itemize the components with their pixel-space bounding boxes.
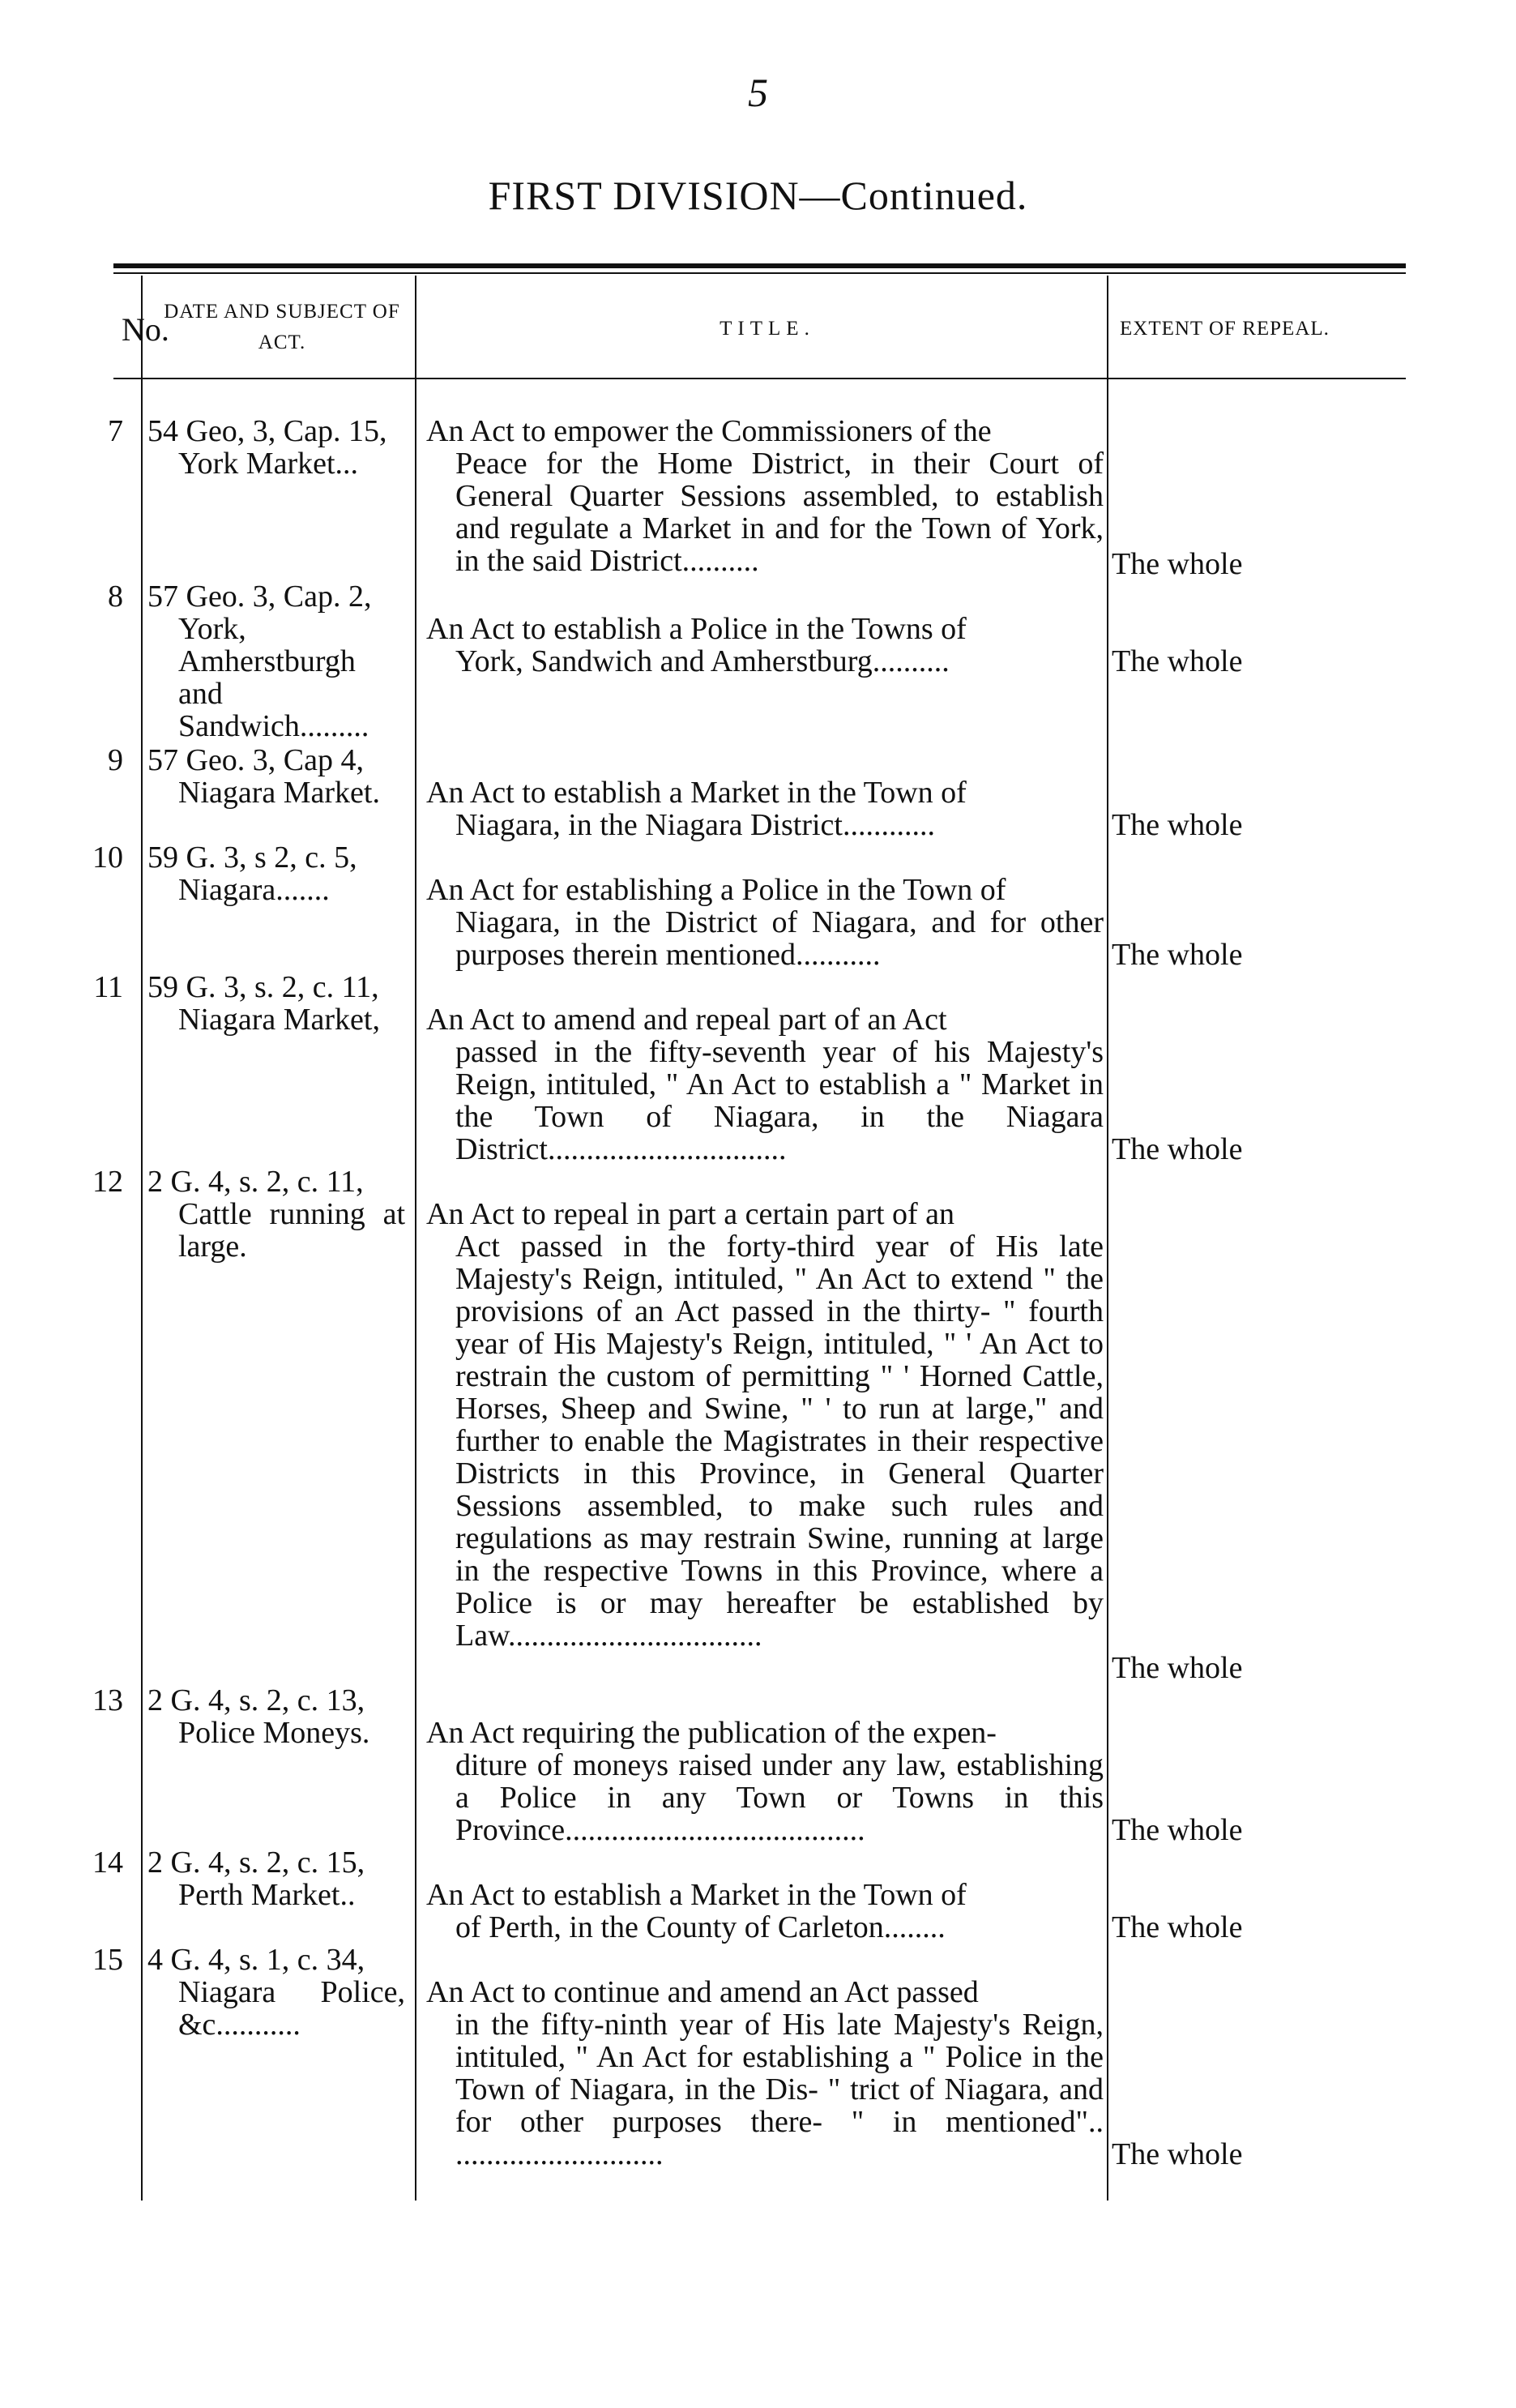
date-line: 59 G. 3, s 2, c. 5, [147, 840, 357, 875]
date-line: 4 G. 4, s. 1, c. 34, [147, 1943, 365, 1977]
row-title [426, 874, 1104, 971]
subject-line: Police Moneys. [178, 1716, 370, 1750]
row-date-subject [147, 1944, 405, 2041]
row-extent: The whole [1112, 644, 1243, 678]
column-divider-title [1107, 276, 1108, 2201]
title-first-line: An Act for establishing a Police in the Town of [426, 873, 1006, 907]
header-extent: EXTENT OF REPEAL. [1120, 318, 1330, 340]
date-line: 57 Geo. 3, Cap. 2, [147, 580, 372, 614]
subject-line: Niagara Police, &c........... [178, 1975, 405, 2042]
date-line: 2 G. 4, s. 2, c. 15, [147, 1846, 365, 1880]
row-number: 11 [93, 970, 123, 1004]
title-continuation: in the fifty-ninth year of His late Majesty's Reign, intituled, " An Act for establishing a " Police in the Town of Niagara, in the Dis- " trict of Niagara, and for other purposes there- " in mentioned".. ........................... [455, 2008, 1104, 2171]
row-date-subject [147, 1684, 405, 1749]
row-extent: The whole [1112, 2137, 1243, 2171]
row-title [426, 1976, 1104, 2171]
title-continuation: of Perth, in the County of Carleton........ [455, 1910, 946, 1944]
row-title [426, 415, 1104, 577]
column-divider-no [141, 276, 143, 2201]
title-continuation: diture of moneys raised under any law, establishing a Police in any Town or Towns in this Province....................................... [455, 1748, 1104, 1847]
subject-line: Niagara....... [178, 873, 330, 907]
title-continuation: Niagara, in the Niagara District............ [455, 808, 935, 842]
row-number: 9 [108, 743, 123, 777]
subject-line: York, Amherstburgh and Sandwich......... [178, 612, 369, 743]
title-first-line: An Act to amend and repeal part of an Act [426, 1003, 947, 1037]
row-number: 15 [92, 1943, 123, 1977]
column-header-rule [113, 378, 1406, 379]
date-line: 54 Geo, 3, Cap. 15, [147, 414, 387, 448]
row-number: 13 [92, 1683, 123, 1717]
title-continuation: Peace for the Home District, in their Court of General Quarter Sessions assembled, to establish and regulate a Market in and for the Town of York, in the said District.......... [455, 447, 1104, 578]
header-rule-thick [113, 263, 1406, 268]
row-date-subject [147, 1846, 405, 1911]
row-extent: The whole [1112, 808, 1243, 842]
row-date-subject [147, 971, 405, 1036]
subject-line: York Market... [178, 447, 359, 481]
header-no: No. [122, 311, 169, 348]
row-number: 14 [92, 1846, 123, 1880]
title-continuation: passed in the fifty-seventh year of his Majesty's Reign, intituled, " An Act to establish a " Market in the Town of Niagara, in the Niagara District............................... [455, 1035, 1104, 1166]
row-extent: The whole [1112, 1813, 1243, 1847]
row-number: 7 [108, 414, 123, 448]
page-number: 5 [748, 70, 768, 115]
title-first-line: An Act to establish a Market in the Town of [426, 1878, 967, 1912]
row-extent: The whole [1112, 1651, 1243, 1685]
row-extent: The whole [1112, 547, 1243, 581]
date-line: 2 G. 4, s. 2, c. 11, [147, 1165, 364, 1199]
row-title [426, 776, 1104, 841]
row-date-subject [147, 580, 405, 742]
subject-line: Niagara Market. [178, 776, 380, 810]
title-continuation: York, Sandwich and Amherstburg.......... [455, 644, 950, 678]
row-date-subject [147, 1166, 405, 1263]
row-title [426, 1879, 1104, 1944]
row-title [426, 613, 1104, 678]
row-title [426, 1003, 1104, 1166]
column-divider-date [415, 276, 416, 2201]
title-first-line: An Act to continue and amend an Act passed [426, 1975, 979, 2009]
division-title: FIRST DIVISION—Continued. [488, 173, 1028, 218]
subject-line: Cattle running at large. [178, 1197, 405, 1264]
row-extent: The whole [1112, 1910, 1243, 1944]
title-first-line: An Act to establish a Police in the Towns of [426, 612, 967, 646]
row-title [426, 1717, 1104, 1846]
row-number: 12 [92, 1165, 123, 1199]
header-title: TITLE. [720, 318, 815, 340]
header-date-subject: DATE AND SUBJECT OF ACT. [164, 301, 400, 353]
row-title [426, 1198, 1104, 1652]
title-first-line: An Act to empower the Commissioners of the [426, 414, 992, 448]
title-continuation: Act passed in the forty-third year of His late Majesty's Reign, intituled, " An Act to extend " the provisions of an Act passed in the thirty- " fourth year of His Majesty's Reign, intituled, " ' An Act to restrain the custom of permitting " ' Horned Cattle, Horses, Sheep and Swine, " ' to run at large," and further to enable the Magistrates in their respective Districts in this Province, in General Quarter Sessions assembled, to make such rules and regulations as may restrain Swine, running at large in the respective Towns in this Province, where a Police is or may hereafter be established by Law................................. [455, 1230, 1104, 1653]
date-line: 59 G. 3, s. 2, c. 11, [147, 970, 379, 1004]
row-number: 10 [92, 840, 123, 875]
subject-line: Niagara Market, [178, 1003, 380, 1037]
title-first-line: An Act to establish a Market in the Town of [426, 776, 967, 810]
row-date-subject [147, 744, 405, 809]
title-continuation: Niagara, in the District of Niagara, and for other purposes therein mentioned........... [455, 905, 1104, 972]
date-line: 57 Geo. 3, Cap 4, [147, 743, 365, 777]
row-extent: The whole [1112, 938, 1243, 972]
row-date-subject [147, 415, 405, 480]
row-date-subject [147, 841, 405, 906]
row-number: 8 [108, 580, 123, 614]
title-first-line: An Act requiring the publication of the expen- [426, 1716, 997, 1750]
date-line: 2 G. 4, s. 2, c. 13, [147, 1683, 365, 1717]
subject-line: Perth Market.. [178, 1878, 356, 1912]
header-rule-thin [113, 272, 1406, 274]
title-first-line: An Act to repeal in part a certain part of an [426, 1197, 955, 1231]
row-extent: The whole [1112, 1132, 1243, 1166]
